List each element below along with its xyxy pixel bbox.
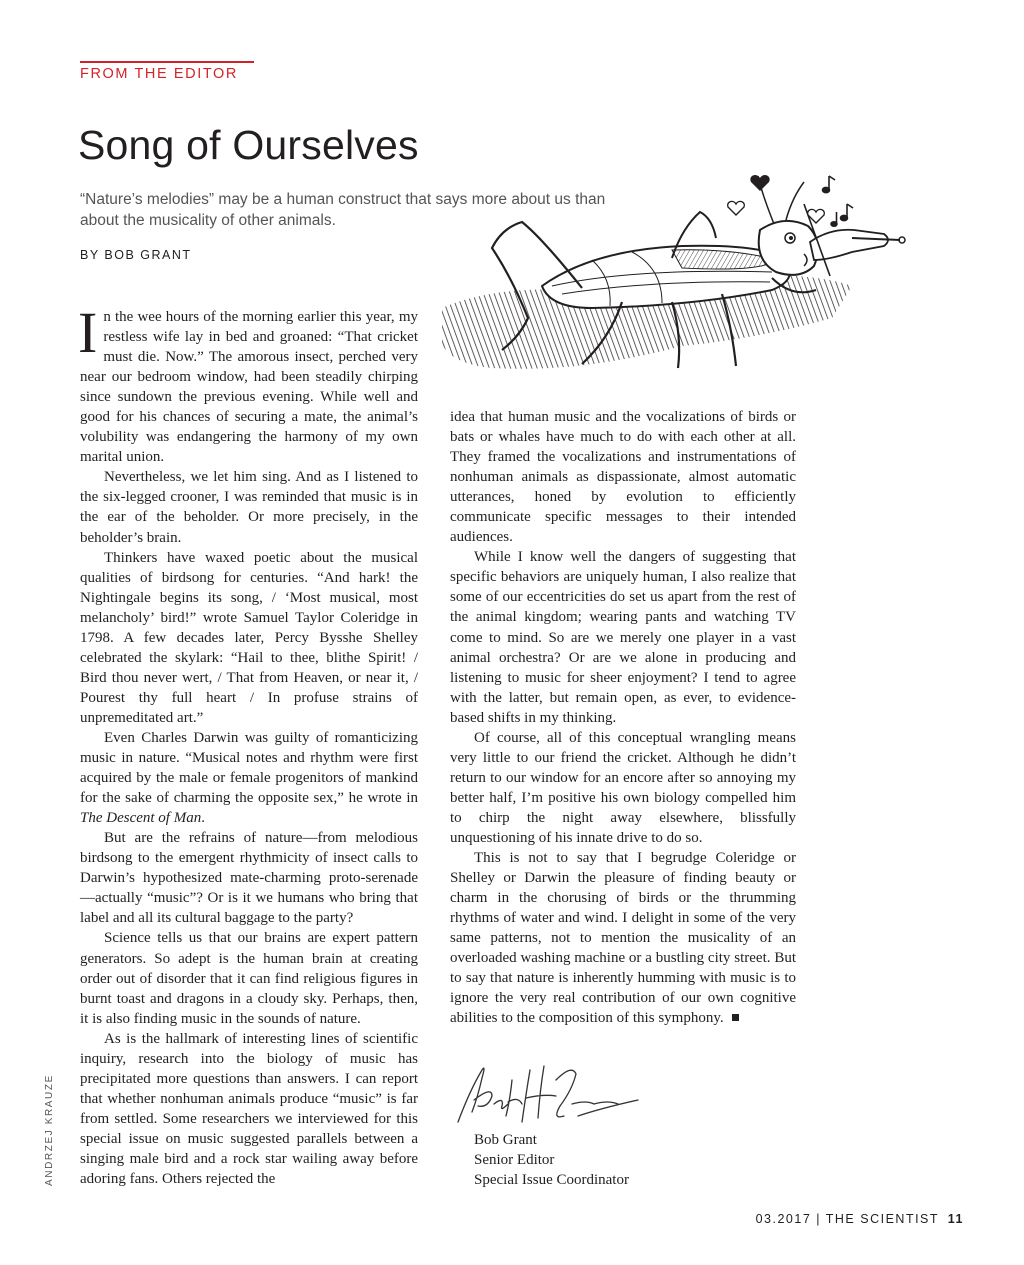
- footer-separator: |: [816, 1212, 826, 1226]
- section-rule: [80, 61, 254, 63]
- paragraph: Science tells us that our brains are expert pattern generators. So adept is the human brain at creating order out of disorder that it can find religious figures in burnt toast and dragons in a cloudy sky. Perhaps, then, it is also finding music in the sounds of nature.: [80, 930, 418, 1027]
- editor-signature: [452, 1060, 642, 1135]
- section-label: FROM THE EDITOR: [80, 66, 238, 82]
- paragraph: Even Charles Darwin was guilty of romanticizing music in nature. “Musical notes and rhythm were first acquired by the male or female progenitors of mankind for the sake of charming the opposite sex,” he wrote in The Descent of Man.: [80, 729, 418, 827]
- issue-date: 03.2017: [755, 1212, 812, 1226]
- signoff-name: Bob Grant: [474, 1132, 537, 1148]
- byline: BY BOB GRANT: [80, 248, 192, 262]
- article-column-1: [78, 300, 418, 1189]
- illustration-credit: ANDRZEJ KRAUZE: [44, 1074, 55, 1186]
- end-mark-icon: [732, 1014, 739, 1021]
- article-deck: “Nature’s melodies” may be a human construct that says more about us than about the musicality of other animals.: [80, 191, 606, 229]
- drop-cap: I: [78, 300, 98, 365]
- article-column-2: [450, 407, 796, 1028]
- signoff-role: Senior Editor: [474, 1152, 555, 1169]
- article-title: Song of Ourselves: [78, 122, 419, 168]
- paragraph: In the wee hours of the morning earlier this year, my restless wife lay in bed and groaned: “That cricket must die. Now.” The amorous insect, perched very near our bedroom window, had been steadily chirping since sundown the previous evening. While well and good for his chances of securing a mate, the animal’s volubility was endangering the harmony of my own marital union.: [78, 300, 418, 466]
- paragraph: Thinkers have waxed poetic about the musical qualities of birdsong for centuries. “And hark! the Nightingale begins its song, / ‘Most musical, most melancholy’ bird!” wrote Samuel Taylor Coleridge in 1798. A few decades later, Percy Bysshe Shelley celebrated the skylark: “Hail to thee, blithe Spirit! / Bird thou never wert, / That from Heaven, or near it, / Pourest thy full heart / In profuse strains of unpremeditated art.”: [80, 549, 418, 726]
- paragraph: While I know well the dangers of suggesting that specific behaviors are uniquely human, I also realize that some of our eccentricities do set us apart from the rest of the animal kingdom; wearing pants and watching TV come to mind. So are we merely one player in a vast animal orchestra? Or are we alone in producing and listening to music for sheer enjoyment? I tend to agree with the latter, but remain open, as ever, to evidence-based shifts in my thinking.: [450, 549, 796, 726]
- paragraph: This is not to say that I begrudge Coleridge or Shelley or Darwin the pleasure of finding beauty or charm in the chorusing of birds or the thrumming rhythms of water and wind. I delight in some of the very same patterns, not to mention the musicality of an overloaded washing machine or a bustling city street. But to say that nature is inherently humming with music is to ignore the very real contribution of our own cognitive abilities to the composition of this symphony.: [450, 850, 796, 1027]
- signoff-block: [474, 1130, 629, 1190]
- signoff-role-2: Special Issue Coordinator: [474, 1172, 629, 1189]
- cricket-violin-illustration: [432, 168, 912, 398]
- paragraph: Nevertheless, we let him sing. And as I listened to the six-legged crooner, I was reminded that music is in the ear of the beholder. Or more precisely, in the beholder’s brain.: [80, 469, 418, 546]
- page-footer: [756, 1212, 964, 1226]
- paragraph: As is the hallmark of interesting lines of scientific inquiry, research into the biology of music has precipitated more questions than answers. I can report that whether nonhuman animals produce “music” is far from settled. Some researchers we interviewed for this special issue on music suggested parallels between a singing male bird and a rock star wailing away before adoring fans. Others rejected the: [80, 1030, 418, 1188]
- paragraph: Of course, all of this conceptual wrangling means very little to our friend the cricket. Although he didn’t return to our window for an encore after so annoying my better half, I’m positive his own biology compelled him to chirp the night away elsewhere, blissfully unquestioning of his innate drive to do so.: [450, 729, 796, 846]
- paragraph: idea that human music and the vocalizations of birds or bats or whales have much to do with each other at all. They framed the vocalizations and instrumentations of nonhuman animals as dispassionate, almost automatic utterances, honed by evolution to efficiently communicate specific messages to their intended audiences.: [450, 409, 796, 546]
- page-number: 11: [947, 1212, 964, 1226]
- paragraph: But are the refrains of nature—from melodious birdsong to the emergent rhythmicity of insect calls to Darwin’s hypothesized mate-charming proto-serenade—actually “music”? Or is it we humans who bring that label and all its cultural baggage to the party?: [80, 830, 418, 927]
- book-title: The Descent of Man: [80, 810, 202, 827]
- publication-name: THE SCIENTIST: [825, 1212, 939, 1226]
